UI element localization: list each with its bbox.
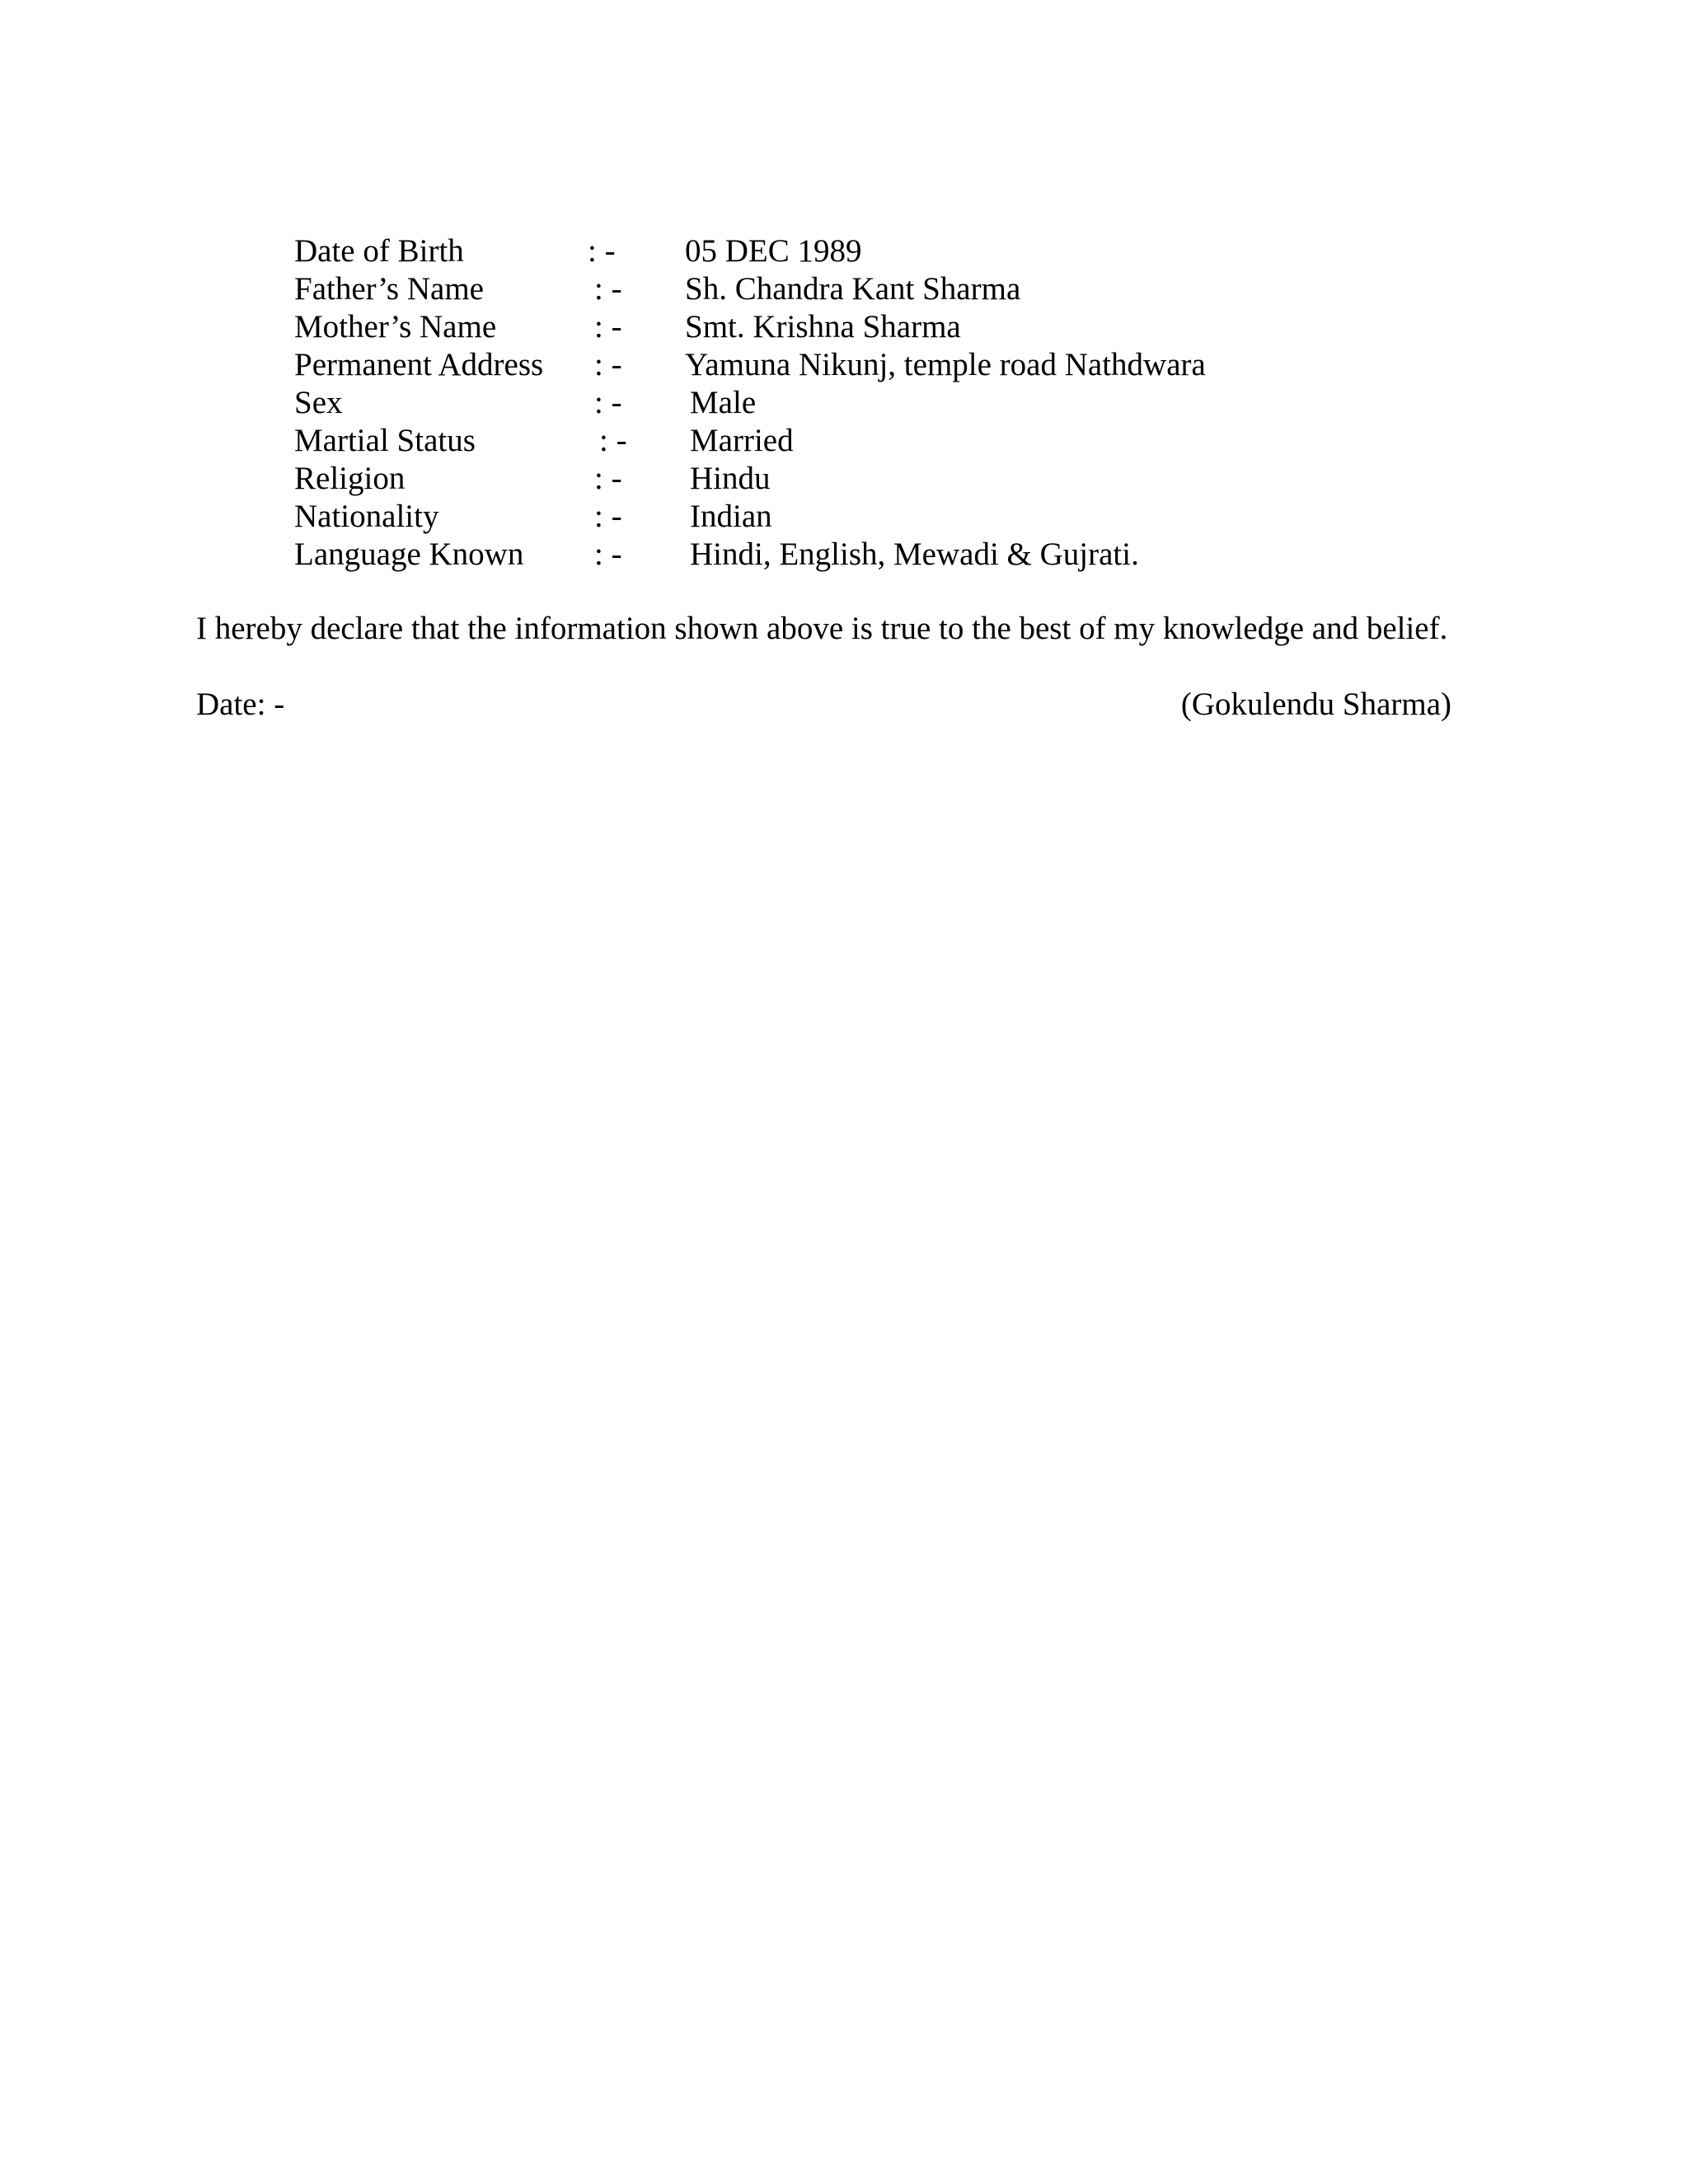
detail-value: Hindi, English, Mewadi & Gujrati. <box>690 537 1139 572</box>
detail-row-religion <box>294 460 1448 498</box>
detail-label: Nationality <box>294 499 439 534</box>
detail-row-mothers-name <box>294 308 1448 346</box>
detail-label: Language Known <box>294 537 524 572</box>
detail-value: Sh. Chandra Kant Sharma <box>685 271 1021 307</box>
detail-separator: : - <box>588 233 616 269</box>
detail-separator: : - <box>594 385 622 420</box>
detail-label: Religion <box>294 461 406 496</box>
detail-separator: : - <box>594 537 622 572</box>
detail-row-permanent-address <box>294 346 1448 384</box>
detail-separator: : - <box>594 271 622 307</box>
detail-separator: : - <box>594 461 622 496</box>
detail-separator: : - <box>594 309 622 344</box>
date-label: Date: - <box>196 687 285 722</box>
declaration-text: I hereby declare that the information shown above is true to the best of my knowledge and belief. <box>196 611 1448 646</box>
personal-details <box>294 232 1448 574</box>
detail-row-nationality <box>294 498 1448 536</box>
detail-row-fathers-name <box>294 270 1448 308</box>
detail-value: Smt. Krishna Sharma <box>685 309 961 344</box>
detail-row-date-of-birth <box>294 232 1448 270</box>
detail-value: Yamuna Nikunj, temple road Nathdwara <box>685 347 1206 382</box>
detail-separator: : - <box>594 499 622 534</box>
detail-value: Male <box>690 385 757 420</box>
detail-label: Mother’s Name <box>294 309 497 344</box>
detail-separator: : - <box>599 423 627 458</box>
signature-name: (Gokulendu Sharma) <box>1180 687 1451 722</box>
detail-row-language-known <box>294 536 1448 574</box>
detail-label: Father’s Name <box>294 271 484 307</box>
detail-separator: : - <box>594 347 622 382</box>
detail-label: Sex <box>294 385 343 420</box>
detail-row-martial-status <box>294 422 1448 460</box>
detail-value: Indian <box>690 499 772 534</box>
detail-value: 05 DEC 1989 <box>685 233 862 269</box>
detail-value: Married <box>690 423 794 458</box>
detail-label: Martial Status <box>294 423 476 458</box>
detail-label: Permanent Address <box>294 347 544 382</box>
detail-value: Hindu <box>690 461 771 496</box>
detail-row-sex <box>294 384 1448 422</box>
detail-label: Date of Birth <box>294 233 464 269</box>
